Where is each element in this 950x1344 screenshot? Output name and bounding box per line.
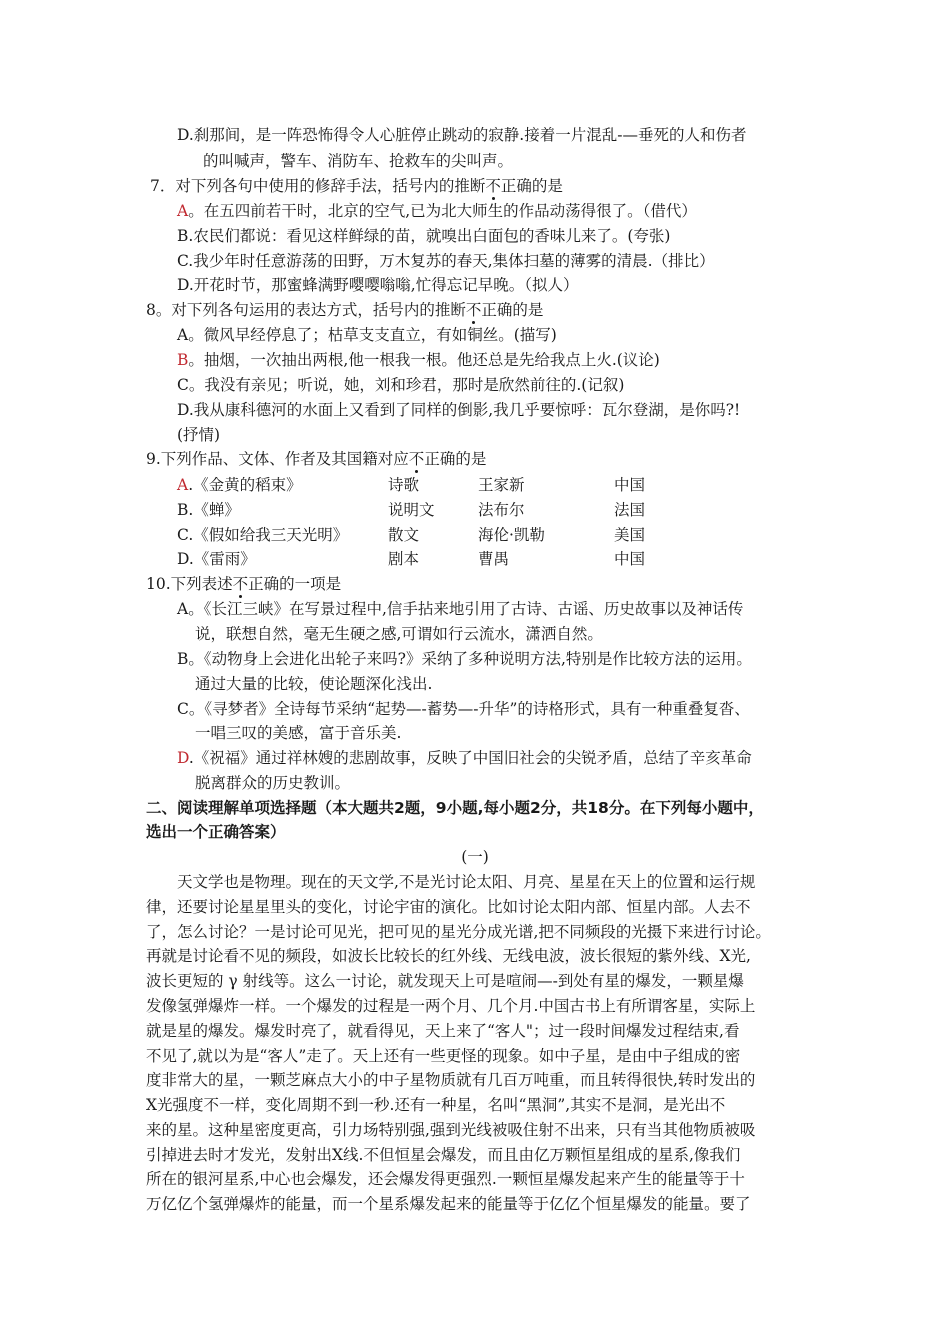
q9-row-d-genre: 剧本 — [388, 550, 420, 568]
q6-option-d-line2: 的叫喊声，警车、消防车、抢救车的尖叫声。 — [203, 152, 514, 170]
q9-emphasis-char: 不 — [408, 450, 425, 468]
q9-row-c-letter: C — [177, 526, 189, 544]
q10-emphasis-char: 不 — [232, 575, 249, 593]
passage-line: 了，怎么讨论？一是讨论可见光，把可见的星光分成光谱,把不同频段的光摄下来进行讨论。 — [146, 923, 771, 941]
q10-option-d-text: .《祝福》通过祥林嫂的悲剧故事，反映了中国旧社会的尖锐矛盾，总结了辛亥革命 — [188, 749, 752, 767]
q8-option-a: A。微风早经停息了；枯草支支直立，有如铜丝。(描写) — [177, 326, 557, 344]
q10-option-d-letter: D — [177, 749, 189, 767]
q7-stem — [150, 175, 563, 197]
passage-line: 律，还要讨论星星里头的变化，讨论宇宙的演化。比如讨论太阳内部、恒星内部。人去不 — [146, 898, 751, 916]
q8-option-c: C。我没有亲见；听说，她，刘和珍君，那时是欣然前往的.(记叙) — [177, 376, 625, 394]
q9-row-c-genre: 散文 — [388, 526, 420, 544]
q10-option-d-line2: 脱离群众的历史教训。 — [195, 774, 351, 792]
q9-row-c-author: 海伦·凯勒 — [478, 526, 545, 544]
passage-line: 发像氢弹爆炸一样。一个爆发的过程是一两个月、几个月.中国古书上有所谓客星，实际上 — [146, 997, 756, 1015]
q9-row-b-genre: 说明文 — [388, 501, 435, 519]
q9-row-a-work — [177, 474, 302, 496]
passage-line: 所在的银河星系,中心也会爆发，还会爆发得更强烈.一颗恒星爆发起来产生的能量等于十 — [146, 1170, 745, 1188]
q9-row-b-work-text: .《蝉》 — [188, 501, 240, 519]
q8-stem-part2: 正确的是 — [481, 301, 544, 319]
passage-line: 不见了,就以为是“客人”走了。天上还有一些更怪的现象。如中子星，是由中子组成的密 — [146, 1047, 741, 1065]
q7-option-a-letter: A — [177, 202, 189, 220]
q10-stem-part2: 正确的一项是 — [248, 575, 342, 593]
q9-row-c-work-text: .《假如给我三天光明》 — [188, 526, 349, 544]
passage-line: 来的星。这种星密度更高，引力场特别强,强到光线被吸住射不出来，只有当其他物质被吸 — [146, 1121, 756, 1139]
q10-option-a-line2: 说，联想自然，毫无生硬之感,可谓如行云流水，潇洒自然。 — [195, 625, 603, 643]
q9-stem-part1: 9.下列作品、文体、作者及其国籍对应 — [146, 450, 409, 468]
q10-stem-part1: 10.下列表述 — [146, 575, 233, 593]
q9-row-d-author: 曹禺 — [478, 550, 510, 568]
q10-option-a-line1: A。《长江三峡》在写景过程中,信手拈来地引用了古诗、古谣、历史故事以及神话传 — [177, 600, 744, 618]
passage-line: 引掉进去时才发光，发射出X线.不但恒星会爆发，而且由亿万颗恒星组成的星系,像我们 — [146, 1146, 741, 1164]
q9-row-a-work-text: .《金黄的稻束》 — [188, 476, 302, 494]
q9-row-b-letter: B — [177, 501, 189, 519]
q6-option-d-line1: D.刹那间，是一阵恐怖得令人心脏停止跳动的寂静.接着一片混乱-—垂死的人和伤者 — [177, 126, 747, 144]
q7-stem-part2: 正确的是 — [500, 177, 563, 195]
q7-option-d: D.开花时节，那蜜蜂满野嘤嘤嗡嗡,忙得忘记早晚。（拟人） — [177, 276, 579, 294]
q8-stem-part1: 8。对下列各句运用的表达方式，括号内的推断 — [146, 301, 466, 319]
passage-line: 天文学也是物理。现在的天文学,不是光讨论太阳、月亮、星星在天上的位置和运行规 — [177, 873, 756, 891]
q9-stem — [146, 448, 486, 470]
q8-emphasis-char: 不 — [465, 301, 482, 319]
passage-line: 万亿亿个氢弹爆炸的能量，而一个星系爆发起来的能量等于亿亿个恒星爆发的能量。要了 — [146, 1195, 751, 1213]
q9-row-b-country: 法国 — [614, 501, 646, 519]
q9-row-d-letter: D — [177, 550, 189, 568]
q9-row-b-author: 法布尔 — [478, 501, 525, 519]
q9-row-a-country: 中国 — [614, 476, 646, 494]
q7-option-a-text: 。在五四前若干时，北京的空气,已为北大师生的作品动荡得很了。（借代） — [188, 202, 697, 220]
q9-row-a-genre: 诗歌 — [388, 476, 420, 494]
passage-line: 度非常大的星，一颗芝麻点大小的中子星物质就有几百万吨重，而且转得很快,转时发出的 — [146, 1071, 756, 1089]
q10-stem — [146, 573, 341, 595]
q10-option-c-line2: 一唱三叹的美感，富于音乐美. — [195, 724, 402, 742]
q8-option-d-line2: (抒情) — [177, 426, 221, 444]
q9-row-a-author: 王家新 — [478, 476, 525, 494]
q10-option-c-line1: C。《寻梦者》全诗每节采纳“起势—-蓄势—-升华”的诗格形式，具有一种重叠复沓、 — [177, 700, 750, 718]
q7-option-c: C.我少年时任意游荡的田野，万木复苏的春天,集体扫墓的薄雾的清晨.（排比） — [177, 252, 715, 270]
q7-option-a — [177, 200, 697, 222]
q7-stem-part1: 7．对下列各句中使用的修辞手法，括号内的推断 — [150, 177, 486, 195]
passage-line: 再就是讨论看不见的频段，如波长比较长的红外线、无线电波，波长很短的紫外线、X光, — [146, 947, 751, 965]
q9-row-a-letter: A — [177, 476, 189, 494]
q8-option-b-text: 。抽烟，一次抽出两根,他一根我一根。他还总是先给我点上火.(议论) — [188, 351, 660, 369]
q9-row-d-work — [177, 548, 256, 570]
passage-label: (一) — [461, 848, 489, 866]
q9-stem-part2: 正确的是 — [424, 450, 487, 468]
q9-row-d-work-text: .《雷雨》 — [188, 550, 256, 568]
passage-line: 就是星的爆发。爆发时亮了，就看得见，天上来了“客人"；过一段时间爆发过程结束,看 — [146, 1022, 740, 1040]
q8-stem — [146, 299, 543, 321]
passage-line: X光强度不一样，变化周期不到一秒.还有一种星，名叫“黑洞”,其实不是洞，是光出不 — [146, 1096, 726, 1114]
q9-row-b-work — [177, 499, 240, 521]
q10-option-b-line2: 通过大量的比较，使论题深化浅出. — [195, 675, 433, 693]
q9-row-d-country: 中国 — [614, 550, 646, 568]
q10-option-d-line1 — [177, 747, 752, 769]
q7-emphasis-char: 不 — [485, 177, 501, 195]
section2-heading-line2: 选出一个正确答案） — [146, 823, 286, 841]
q9-row-c-country: 美国 — [614, 526, 646, 544]
q8-option-b-letter: B — [177, 351, 189, 369]
q8-option-d-line1: D.我从康科德河的水面上又看到了同样的倒影,我几乎要惊呼：瓦尔登湖，是你吗?! — [177, 401, 741, 419]
q9-row-c-work — [177, 524, 348, 546]
q8-option-b — [177, 349, 660, 371]
q10-option-b-line1: B。《动物身上会进化出轮子来吗?》采纳了多种说明方法,特别是作比较方法的运用。 — [177, 650, 752, 668]
section2-heading-line1: 二、阅读理解单项选择题（本大题共2题，9小题,每小题2分，共18分。在下列每小题中， — [146, 799, 764, 817]
passage-line: 波长更短的 γ 射线等。这么一讨论，就发现天上可是喧闹—-到处有星的爆发，一颗星爆 — [146, 972, 744, 990]
q7-option-b: B.农民们都说：看见这样鲜绿的苗，就嗅出白面包的香味儿来了。(夸张) — [177, 227, 671, 245]
